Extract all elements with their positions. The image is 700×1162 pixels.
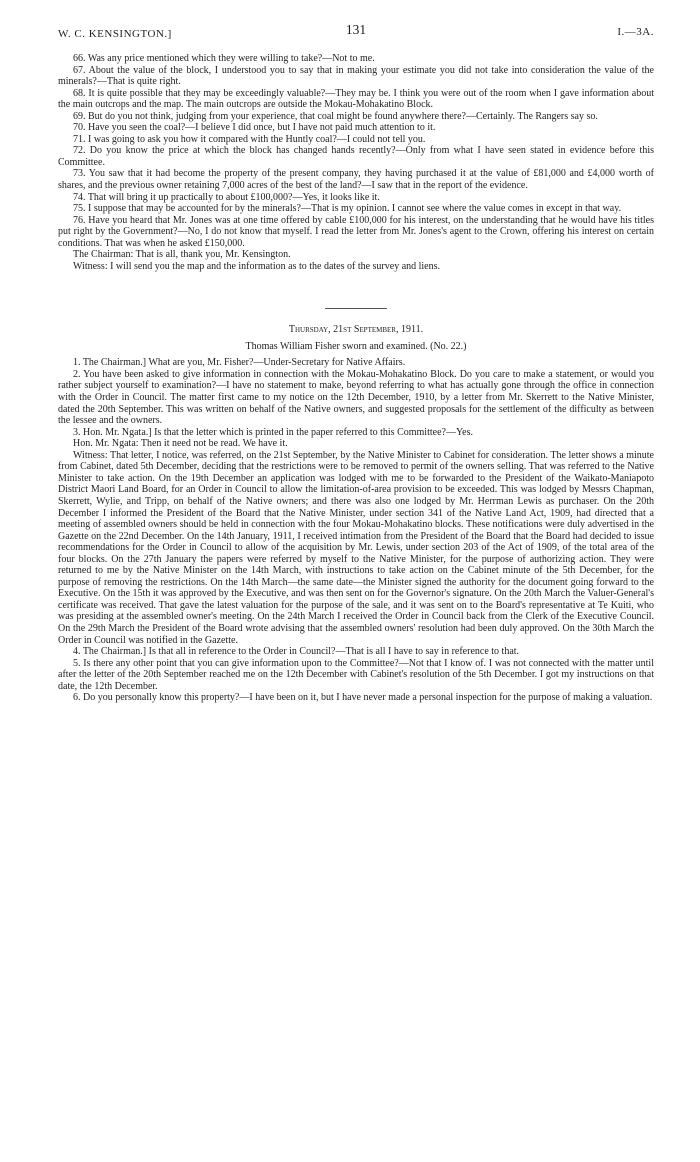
- paragraph: 75. I suppose that may be accounted for by the minerals?—That is my opinion. I cannot see where the value comes in except in that way.: [73, 203, 622, 215]
- paragraph: Witness: That letter, I notice, was referred, on the 21st September, by the Native Minister to Cabinet for consideration. The letter shows a minute from Cabinet, dated 5th December, deciding that the restrictions were to be removed to permit of the owners selling. That was referred to the Native Minister to take action. On the 19th December an application was lodged with me to be forwarded to the President of the Waikato-Maniapoto District Maori Land Board, for an Order in Council to allow the limitation-of-area provision to be exceeded. This was lodged by Messrs Chapman, Skerrett, Wylie, and Tripp, on behalf of the Native owners; and there was also one lodged by Mr. Herrman Lewis as purchaser. On the 20th December I informed the President of the Board that the Native Minister, under section 341 of the Native Land Act, 1909, had directed that a meeting of assembled owners should be held in connection with the four Mokau-Mohakatino blocks. These notifications were duly advertised in the Gazette on the 22nd December. On the 14th January, 1911, I received intimation from the President of the Board that the Board had decided to issue recommendations for the Order in Council to allow of the acquisition by Mr. Lewis, under section 203 of the Act of 1909, of the total area of the four blocks. On the 27th January the papers were referred by myself to the Native Minister, for the purpose of authorizing action. They were returned to me by the Native Minister on the 14th March, with instructions to take action on the Cabinet minute of the 5th December, for the purpose of removing the restrictions. On the 14th March—the same date—the Minister signed the authority for the document going forward to the Executive. On the 15th it was approved by the Executive, and was then sent on for the Governor's signature. On the 20th March the Valuer-General's certificate was received. That gave the latest valuation for the purpose of the sale, and it was sent on to the Board's representative at Te Kuiti, who was presiding at the assembled owner's meeting. On the 24th March I received the Order in Council back from the Clerk of the Executive Council. On the 29th March the President of the Board wrote advising that the assembled owners' resolution had been duly approved. On the 30th March the Order in Council was notified in the Gazette.: [58, 449, 654, 646]
- paragraph: 72. Do you know the price at which the block has changed hands recently?—Only from what I have seen stated in evidence before this Committee.: [58, 145, 654, 168]
- paragraph: 73. You saw that it had become the property of the present company, they having purchased it at the value of £81,000 and £4,000 worth of shares, and the previous owner retaining 7,000 acres of the best of the land?—I saw that in the report of the evidence.: [58, 168, 654, 192]
- evidence-part-1: [58, 53, 654, 272]
- paragraph: 70. Have you seen the coal?—I believe I did once, but I have not paid much attention to it.: [73, 122, 436, 134]
- paragraph: 3. Hon. Mr. Ngata.] Is that the letter which is printed in the paper referred to this Committee?—Yes.: [73, 426, 473, 438]
- paragraph: 2. You have been asked to give information in connection with the Mokau-Mohakatino Block. Do you care to make a statement, or would you rather subject yourself to examination?—I have no statement to make, beyond referring to what has actually gone through the office in connection with the Order in Council. The matter first came to my notice on the 12th December, 1910, by a letter from Mr. Skerrett to the Native Minister, dated the 20th September. This was written on behalf of the Native owners, and suggested proposals for the settlement of the difficulty as between the lessee and the owners.: [58, 368, 654, 427]
- document-page: [58, 22, 654, 704]
- paragraph: 6. Do you personally know this property?—I have been on it, but I have never made a personal inspection for the purpose of making a valuation.: [73, 692, 653, 704]
- session-date: Thursday, 21st September, 1911.: [288, 324, 424, 336]
- page-header: [58, 22, 654, 42]
- paragraph: 67. About the value of the block, I understood you to say that in making your estimate you did not take into consideration the value of the minerals?—That is quite right.: [58, 64, 654, 88]
- paragraph: 68. It is quite possible that they may be exceedingly valuable?—They may be. I think you were out of the room when I gave information about the main outcrops and the map. The main outcrops are outside the Mokau-Mohakatino Block.: [58, 87, 654, 111]
- paragraph: 74. That will bring it up practically to about £100,000?—Yes, it looks like it.: [73, 191, 380, 203]
- paragraph: 69. But do you not think, judging from your experience, that coal might be found anywhere there?—Certainly. The Rangers say so.: [73, 110, 598, 122]
- paragraph: Witness: I will send you the map and the information as to the dates of the survey and liens.: [73, 260, 441, 272]
- paragraph: 71. I was going to ask you how it compared with the Huntly coal?—I could not tell you.: [73, 133, 426, 145]
- paragraph: 4. The Chairman.] Is that all in reference to the Order in Council?—That is all I have to say in reference to that.: [73, 646, 520, 658]
- paragraph: 76. Have you heard that Mr. Jones was at one time offered by cable £100,000 for his interest, on the understanding that he would have his titles put right by the Government?—No, I do not know that myself. I read the letter from Mr. Jones's agent to the Crown, offering his interest on certain conditions. That was when he asked £150,000.: [58, 214, 654, 249]
- witness-sworn-line: Thomas William Fisher sworn and examined. (No. 22.): [245, 341, 467, 353]
- page-number: 131: [345, 22, 367, 37]
- header-witness-name: W. C. KENSINGTON.]: [58, 28, 172, 40]
- paragraph: 1. The Chairman.] What are you, Mr. Fisher?—Under-Secretary for Native Affairs.: [73, 357, 406, 369]
- paper-reference: I.—3A.: [617, 26, 654, 38]
- paragraph: The Chairman: That is all, thank you, Mr. Kensington.: [73, 249, 291, 261]
- paragraph: 5. Is there any other point that you can give information upon to the Committee?—Not that I know of. I was not connected with the matter until after the letter of the 20th September reached me on the 12th December with Cabinet's resolution of the 5th December. I got my instructions on that date, the 12th December.: [58, 657, 654, 692]
- section-divider: [325, 308, 387, 309]
- evidence-part-2: [58, 357, 654, 703]
- paragraph: Hon. Mr. Ngata: Then it need not be read. We have it.: [73, 438, 288, 450]
- paragraph: 66. Was any price mentioned which they were willing to take?—Not to me.: [73, 53, 375, 64]
